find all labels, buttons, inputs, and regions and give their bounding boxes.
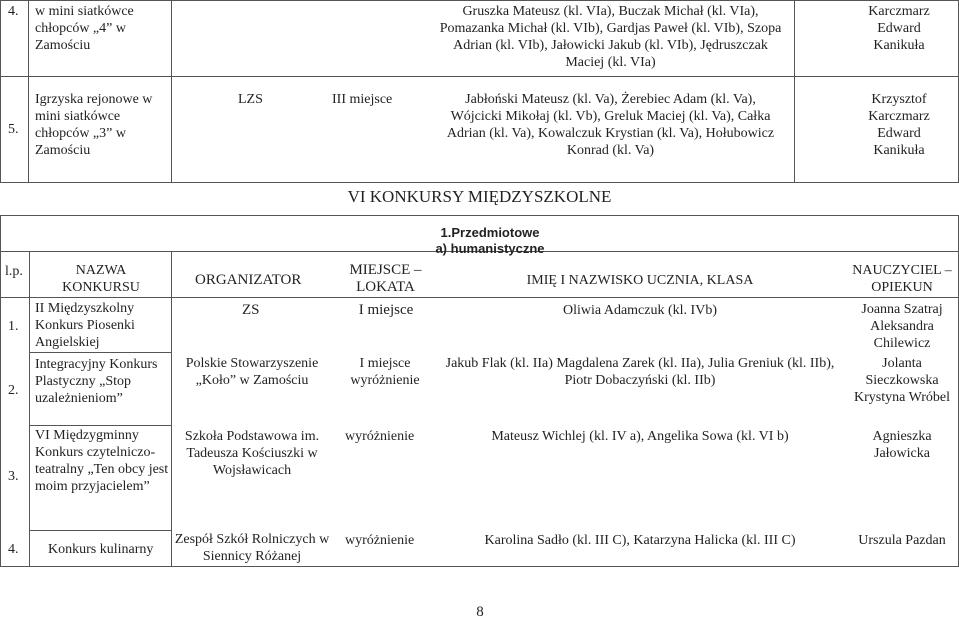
contest-name: VI Międzygminny Konkurs czytelniczo-teatralny „Ten obcy jest moim przyjacielem”: [35, 428, 169, 494]
section-title: VI KONKURSY MIĘDZYSZKOLNE: [347, 187, 612, 206]
contest-name: Igrzyska rejonowe w mini siatkówce chłopców „3” w Zamościu: [35, 92, 153, 158]
divider: [0, 215, 959, 216]
divider: [0, 0, 959, 1]
contest-name: Konkurs kulinarny: [48, 542, 154, 557]
header-name: NAZWA KONKURSU: [62, 263, 140, 295]
divider: [794, 0, 795, 183]
header-lp: l.p.: [5, 264, 23, 279]
row-number: 4.: [8, 542, 19, 557]
header-teacher: NAUCZYCIEL – OPIEKUN: [852, 263, 952, 295]
subsection-title: 1.Przedmiotowe: [440, 225, 540, 240]
divider: [28, 0, 29, 183]
row-number: 3.: [8, 469, 19, 484]
divider: [171, 0, 172, 183]
divider: [0, 182, 959, 183]
teacher-name: Karczmarz Edward Kanikuła: [868, 4, 930, 53]
student-list: Oliwia Adamczuk (kl. IVb): [563, 303, 717, 318]
header-students: IMIĘ I NAZWISKO UCZNIA, KLASA: [526, 273, 754, 288]
organizer: ZS: [242, 302, 260, 318]
divider: [29, 352, 171, 353]
student-list: Gruszka Mateusz (kl. VIa), Buczak Michał (kl. VIa), Pomazanka Michał (kl. VIb), Gardjas Paweł (kl. VIb), Szopa Adrian (kl. VIb), Jałowicki Jakub (kl. VIb), Jędruszczak Maciej (kl. VIa): [439, 4, 782, 70]
row-number: 4.: [8, 4, 19, 19]
place: wyróżnienie: [345, 429, 415, 444]
contest-name: Integracyjny Konkurs Plastyczny „Stop uzależnieniom”: [35, 357, 158, 406]
student-list: Jabłoński Mateusz (kl. Va), Żerebiec Adam (kl. Va), Wójcicki Mikołaj (kl. Vb), Greluk Maciej (kl. Va), Całka Adrian (kl. Va), Kowalczuk Krystian (kl. Va), Hołubowicz Konrad (kl. Va): [446, 92, 775, 158]
teacher-name: Jolanta Sieczkowska Krystyna Wróbel: [854, 356, 950, 405]
student-list: Karolina Sadło (kl. III C), Katarzyna Halicka (kl. III C): [484, 533, 796, 548]
student-list: Mateusz Wichlej (kl. IV a), Angelika Sowa (kl. VI b): [491, 429, 789, 444]
organizer: Szkoła Podstawowa im. Tadeusza Kościuszki w Wojsławicach: [184, 429, 320, 478]
place: I miejsce wyróżnienie: [350, 356, 420, 388]
subsection-subtitle: a) humanistyczne: [435, 241, 545, 256]
teacher-name: Krzysztof Karczmarz Edward Kanikuła: [868, 92, 930, 158]
divider: [0, 215, 1, 567]
teacher-name: Agnieszka Jałowicka: [872, 429, 932, 461]
student-list: Jakub Flak (kl. IIa) Magdalena Zarek (kl. IIa), Julia Greniuk (kl. IIb), Piotr Dobaczyński (kl. IIb): [445, 356, 835, 388]
divider: [29, 425, 171, 426]
page-number: 8: [476, 604, 484, 620]
header-place: MIEJSCE – LOKATA: [349, 262, 422, 295]
divider: [29, 530, 171, 531]
divider: [0, 76, 959, 77]
teacher-name: Joanna Szatraj Aleksandra Chilewicz: [861, 302, 943, 351]
divider: [0, 566, 959, 567]
organizer: LZS: [238, 92, 263, 107]
divider: [29, 252, 30, 567]
row-number: 5.: [8, 122, 19, 137]
header-organizer: ORGANIZATOR: [195, 272, 302, 288]
divider: [0, 297, 959, 298]
row-number: 2.: [8, 383, 19, 398]
organizer: Polskie Stowarzyszenie „Koło” w Zamościu: [185, 356, 319, 388]
place: wyróżnienie: [345, 533, 415, 548]
place: III miejsce: [332, 92, 393, 107]
organizer: Zespół Szkół Rolniczych w Siennicy Różanej: [174, 532, 330, 564]
divider: [0, 0, 1, 183]
contest-name: w mini siatkówce chłopców „4” w Zamościu: [35, 4, 134, 53]
place: I miejsce: [358, 302, 414, 318]
contest-name: II Międzyszkolny Konkurs Piosenki Angielskiej: [35, 301, 135, 350]
divider: [171, 252, 172, 567]
row-number: 1.: [8, 319, 19, 334]
teacher-name: Urszula Pazdan: [858, 533, 946, 548]
